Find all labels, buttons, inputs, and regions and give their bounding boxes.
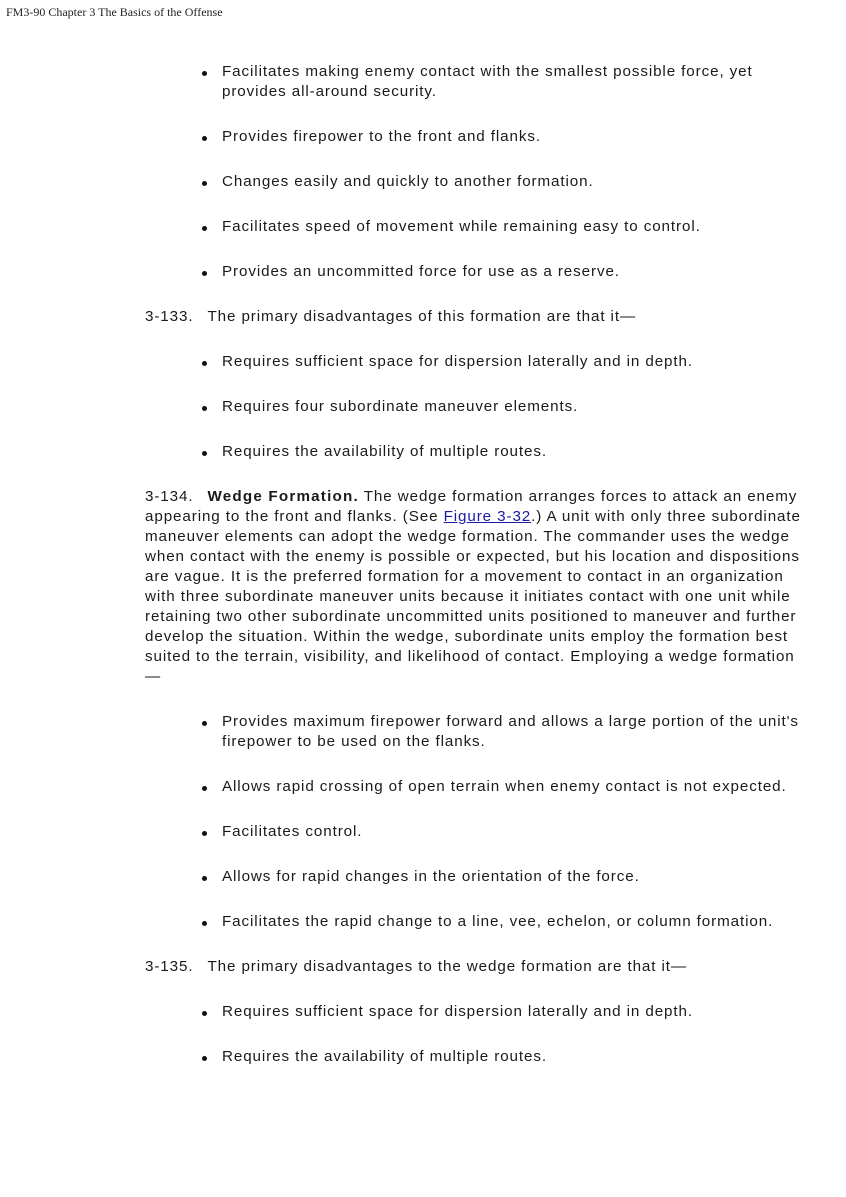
figure-link[interactable]: Figure 3-32 [443,508,532,525]
wedge-disadvantages-list [145,1002,810,1067]
list-item: Requires the availability of multiple routes. [145,442,810,462]
list-item: Facilitates the rapid change to a line, vee, echelon, or column formation. [145,912,810,932]
advantages-list [145,62,810,282]
paragraph-text: .) A unit with only three subordinate maneuver elements can adopt the wedge formation. The commander uses the wedge when contact with the enemy is possible or expected, but his location and dispositions are vague. It is the preferred formation for a movement to contact in an organization with three subordinate maneuver units because it initiates contact with one unit while retaining two other subordinate uncommitted units positioned to maneuver and further develop the situation. Within the wedge, subordinate units employ the formation best suited to the terrain, visibility, and likelihood of contact. Employing a wedge formation— [145,508,801,685]
list-item: Facilitates speed of movement while remaining easy to control. [145,217,810,237]
list-item: Provides firepower to the front and flanks. [145,127,810,147]
list-item: Allows for rapid changes in the orientation of the force. [145,867,810,887]
running-header: FM3-90 Chapter 3 The Basics of the Offense [6,5,223,19]
document-body [145,62,810,1092]
paragraph-3-135 [145,957,810,977]
list-item: Changes easily and quickly to another formation. [145,172,810,192]
disadvantages-list [145,352,810,462]
paragraph-number: 3-133. [145,308,194,325]
list-item: Requires four subordinate maneuver elements. [145,397,810,417]
list-item: Provides maximum firepower forward and allows a large portion of the unit's firepower to be used on the flanks. [145,712,810,752]
paragraph-3-134 [145,487,810,687]
paragraph-number: 3-135. [145,958,194,975]
list-item: Allows rapid crossing of open terrain when enemy contact is not expected. [145,777,810,797]
list-item: Provides an uncommitted force for use as a reserve. [145,262,810,282]
paragraph-number: 3-134. [145,488,194,505]
section-heading: Wedge Formation. [207,488,359,505]
list-item: Requires the availability of multiple routes. [145,1047,810,1067]
list-item: Facilitates control. [145,822,810,842]
paragraph-text: The wedge formation arranges forces to attack an enemy appearing to the front and flanks. (See [145,488,798,525]
paragraph-3-133 [145,307,810,327]
list-item: Requires sufficient space for dispersion laterally and in depth. [145,1002,810,1022]
list-item: Facilitates making enemy contact with the smallest possible force, yet provides all-around security. [145,62,810,102]
list-item: Requires sufficient space for dispersion laterally and in depth. [145,352,810,372]
paragraph-text: The primary disadvantages to the wedge formation are that it— [207,958,687,975]
paragraph-text: The primary disadvantages of this formation are that it— [207,308,637,325]
wedge-advantages-list [145,712,810,932]
